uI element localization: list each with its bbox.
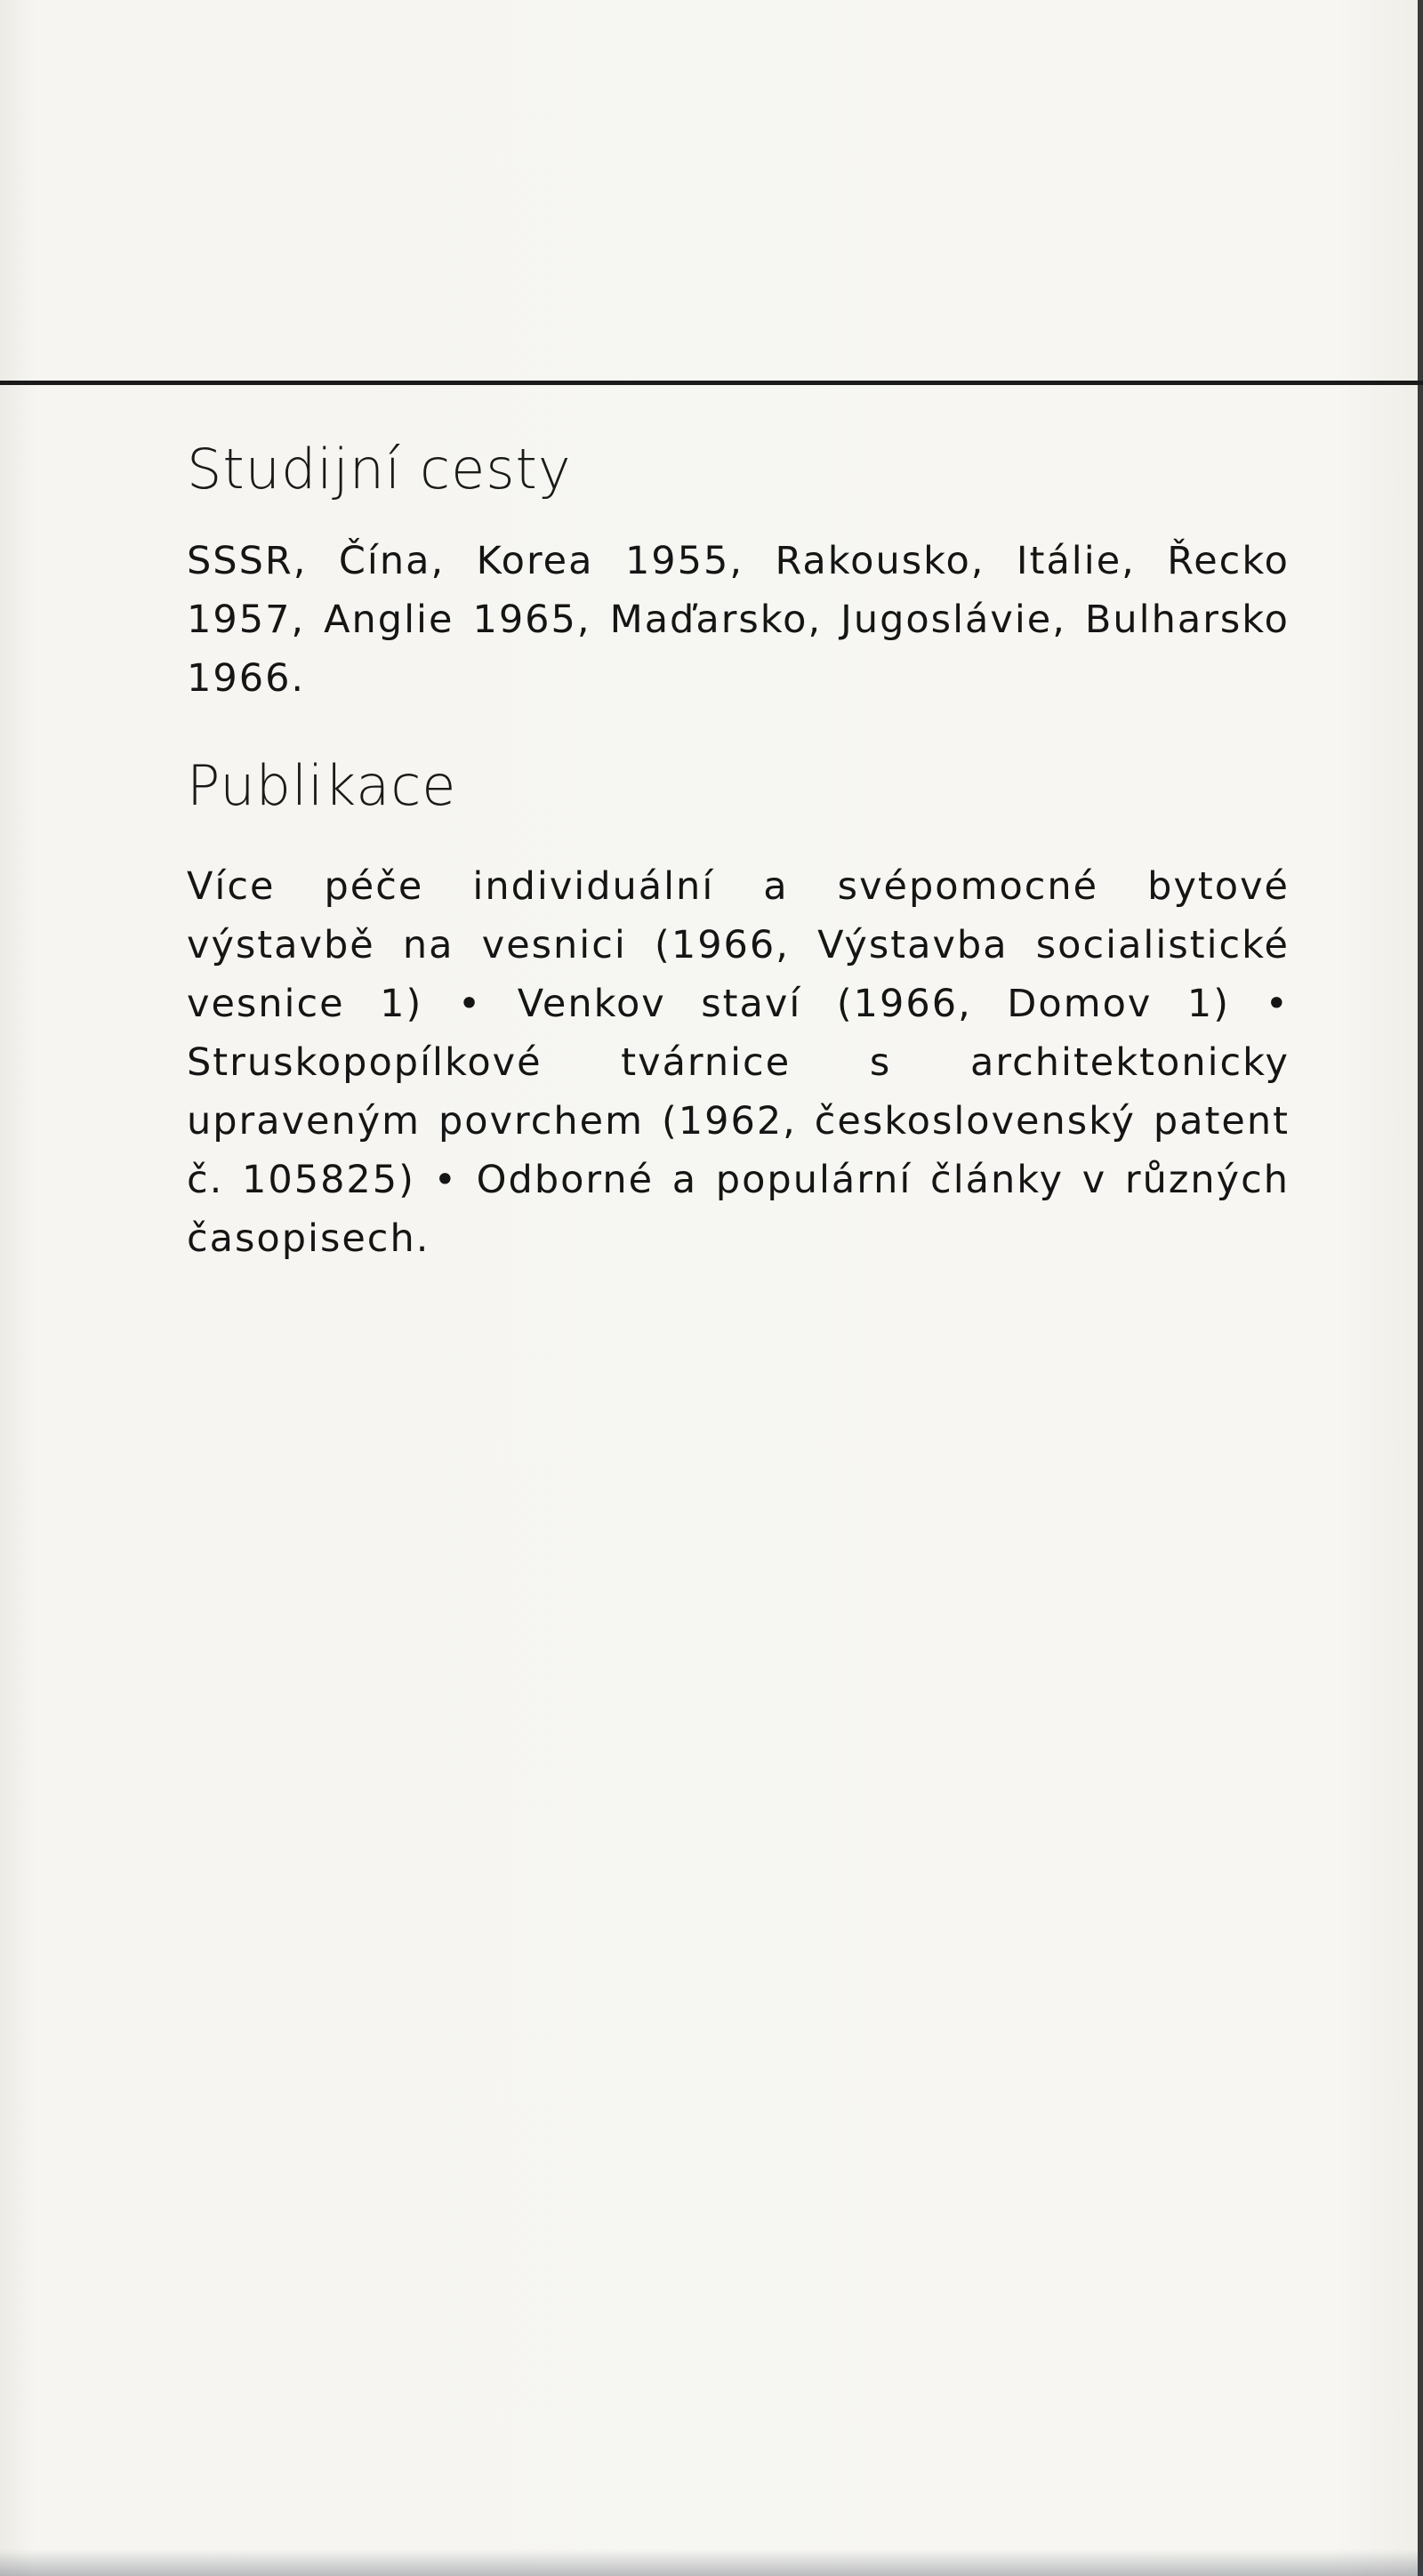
section-heading-publications: Publikace [187, 753, 457, 818]
section-text-study-trips: SSSR, Čína, Korea 1955, Rakousko, Itálie, Řecko 1957, Anglie 1965, Maďarsko, Jugoslávie, Bulharsko 1966. [187, 539, 1290, 701]
page-edge [1418, 0, 1423, 2576]
section-heading-study-trips: Studijní cesty [187, 437, 572, 502]
page-bottom-shadow [0, 2549, 1423, 2576]
page-content [187, 434, 1290, 1268]
section-text-publications: Více péče individuální a svépomocné bytové výstavbě na vesnici (1966, Výstavba socialistické vesnice 1) • Venkov staví (1966, Domov 1) • Struskopopílkové tvárnice s architektonicky upraveným povrchem (1962, československý patent č. 105825) • Odborné a populární články v různých časopisech. [187, 864, 1290, 1261]
horizontal-rule [0, 381, 1423, 385]
